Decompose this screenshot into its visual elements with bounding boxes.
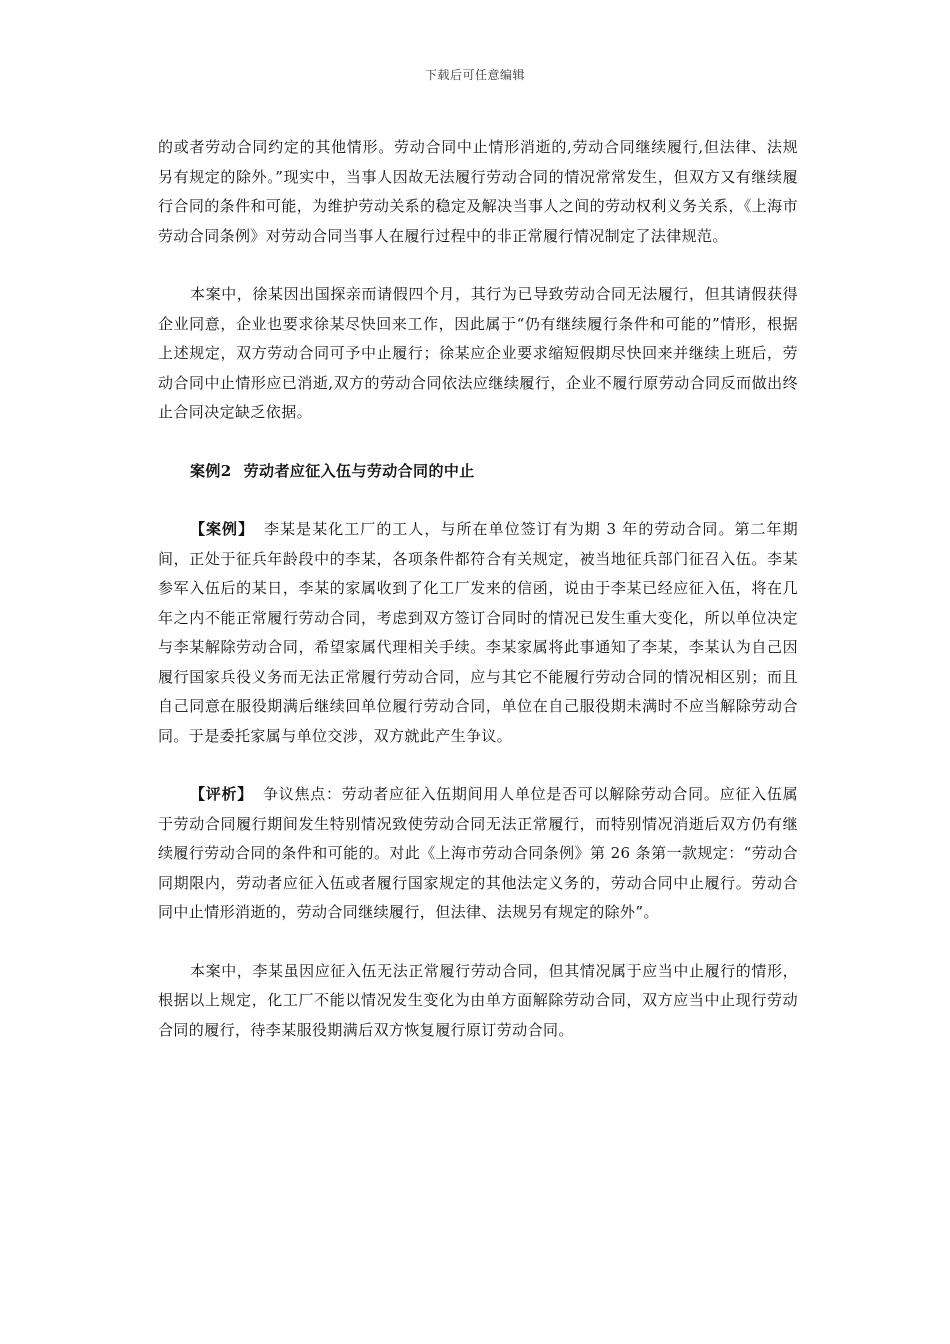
page-header: 下载后可任意编辑 — [424, 68, 525, 82]
paragraph-case2-facts — [158, 515, 798, 751]
analysis-tag: 【评析】 — [190, 785, 253, 803]
case2-title: 劳动者应征入伍与劳动合同的中止 — [243, 461, 475, 480]
case2-label: 案例2 — [190, 461, 232, 480]
analysis-text: 争议焦点：劳动者应征入伍期间用人单位是否可以解除劳动合同。应征入伍属于劳动合同履行期间发生特别情况致使劳动合同无法正常履行，而特别情况消逝后双方仍有继续履行劳动合同的条件和可能的。对此《上海市劳动合同条例》第 26 条第一款规定：“劳动合同期限内，劳动者应征入伍或者履行国家规定的其他法定义务的，劳动合同中止履行。劳动合同中止情形消逝的，劳动合同继续履行，但法律、法规另有规定的除外”。 — [158, 785, 798, 921]
paragraph-case2-conclusion: 本案中，李某虽因应征入伍无法正常履行劳动合同，但其情况属于应当中止履行的情形，根据以上规定，化工厂不能以情况发生变化为由单方面解除劳动合同，双方应当中止现行劳动合同的履行，待李某服役期满后双方恢复履行原订劳动合同。 — [158, 961, 798, 1039]
paragraph-case2-analysis — [158, 780, 798, 928]
paragraph-continuation: 的或者劳动合同约定的其他情形。劳动合同中止情形消逝的,劳动合同继续履行,但法律、法规另有规定的除外。”现实中，当事人因故无法履行劳动合同的情况常常发生，但双方又有继续履行合同的条件和可能，为维护劳动关系的稳定及解决当事人之间的劳动权利义务关系，《上海市劳动合同条例》对劳动合同当事人在履行过程中的非正常履行情况制定了法律规范。 — [158, 138, 798, 245]
case2-heading — [158, 457, 798, 487]
document-body — [158, 133, 798, 1074]
paragraph-case1-conclusion: 本案中，徐某因出国探亲而请假四个月，其行为已导致劳动合同无法履行，但其请假获得企业同意，企业也要求徐某尽快回来工作，因此属于“仍有继续履行条件和可能的”情形，根据上述规定，双方劳动合同可予中止履行；徐某应企业要求缩短假期尽快回来并继续上班后，劳动合同中止情形应已消逝,双方的劳动合同依法应继续履行，企业不履行原劳动合同反而做出终止合同决定缺乏依据。 — [158, 285, 798, 421]
case-text: 李某是某化工厂的工人，与所在单位签订有为期 3 年的劳动合同。第二年期间，正处于征兵年龄段中的李某，各项条件都符合有关规定，被当地征兵部门征召入伍。李某参军入伍后的某日，李某的家属收到了化工厂发来的信函，说由于李某已经应征入伍，将在几年之内不能正常履行劳动合同，考虑到双方签订合同时的情况已发生重大变化，所以单位决定与李某解除劳动合同，希望家属代理相关手续。李某家属将此事通知了李某，李某认为自己因履行国家兵役义务而无法正常履行劳动合同，应与其它不能履行劳动合同的情况相区别；而且自己同意在服役期满后继续回单位履行劳动合同，单位在自己服役期未满时不应当解除劳动合同。于是委托家属与单位交涉，双方就此产生争议。 — [158, 520, 798, 745]
case-tag: 【案例】 — [190, 520, 255, 538]
